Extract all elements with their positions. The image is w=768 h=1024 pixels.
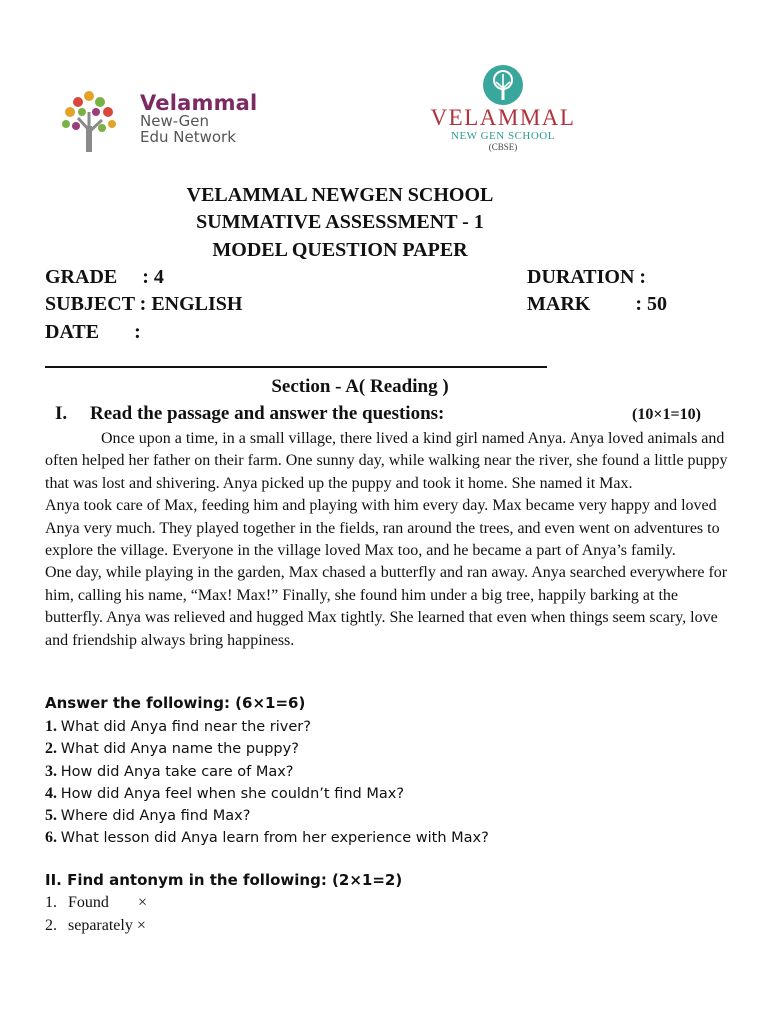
- question-one-heading: [55, 403, 444, 425]
- list-item: 1. What did Anya find near the river?: [45, 718, 311, 735]
- mark-field: MARK : 50: [527, 293, 667, 315]
- antonym-list: [45, 892, 147, 938]
- reading-passage: [45, 428, 735, 652]
- passage-paragraph: One day, while playing in the garden, Max chased a butterfly and ran away. Anya searched everywhere for him, calling his name, “Max! Max!” Finally, she found him under a big tree, happily barking at the butterfly. Anya was relieved and hugged Max tightly. She learned that even when things seem scary, love and friendship always bring happiness.: [45, 564, 728, 649]
- velammal-edu-network-logo: [56, 82, 256, 156]
- answer-following-heading: Answer the following: (6×1=6): [45, 694, 306, 712]
- question-text: Read the passage and answer the questions:: [90, 403, 445, 424]
- date-field: DATE :: [45, 321, 141, 343]
- school-name: VELAMMAL NEWGEN SCHOOL: [186, 184, 494, 206]
- list-item: 3. How did Anya take care of Max?: [45, 762, 294, 780]
- grade-field: GRADE : 4: [45, 266, 164, 288]
- velammal-new-gen-school-logo: VELAMMAL NEW GEN SCHOOL (CBSE): [418, 64, 588, 164]
- section-a-title: Section - A( Reading ): [271, 376, 449, 397]
- paper-title: MODEL QUESTION PAPER: [212, 239, 468, 261]
- subject-field: SUBJECT : ENGLISH: [45, 293, 243, 315]
- multiply-sign: ×: [138, 894, 148, 911]
- list-item: 4. How did Anya feel when she couldn’t find Max?: [45, 784, 405, 802]
- question-list: [45, 716, 745, 850]
- velammal-brand-text: Velammal New-Gen Edu Network: [140, 91, 258, 146]
- multiply-sign: ×: [136, 917, 146, 934]
- list-item: 2. What did Anya name the puppy?: [45, 740, 299, 758]
- tree-emblem-icon: [482, 64, 524, 106]
- list-item: 6. What lesson did Anya learn from her experience with Max?: [45, 829, 489, 847]
- antonym-heading: II. Find antonym in the following: (2×1=2): [45, 871, 403, 889]
- duration-field: DURATION :: [527, 266, 647, 288]
- question-number: I.: [55, 403, 68, 424]
- assessment-title: SUMMATIVE ASSESSMENT - 1: [196, 211, 484, 233]
- list-item: 2. separately ×: [45, 917, 146, 934]
- list-item: 5. Where did Anya find Max?: [45, 807, 251, 825]
- question-one-marks: (10×1=10): [632, 406, 701, 423]
- list-item: 1. Found ×: [45, 894, 148, 911]
- passage-paragraph: Anya took care of Max, feeding him and playing with him every day. Max became very happy and loved Anya very much. They played together in the fields, ran around the trees, and even went on adventures to explore the village. Everyone in the village loved Max too, and he became a part of Anya’s family.: [45, 497, 720, 560]
- header-divider: [45, 366, 547, 368]
- tree-logo-icon: [56, 82, 126, 156]
- passage-paragraph: Once upon a time, in a small village, there lived a kind girl named Anya. Anya loved animals and often helped her father on their farm. One sunny day, while walking near the river, she found a little puppy that was lost and shivering. Anya picked up the puppy and took it home. She named it Max.: [45, 430, 728, 492]
